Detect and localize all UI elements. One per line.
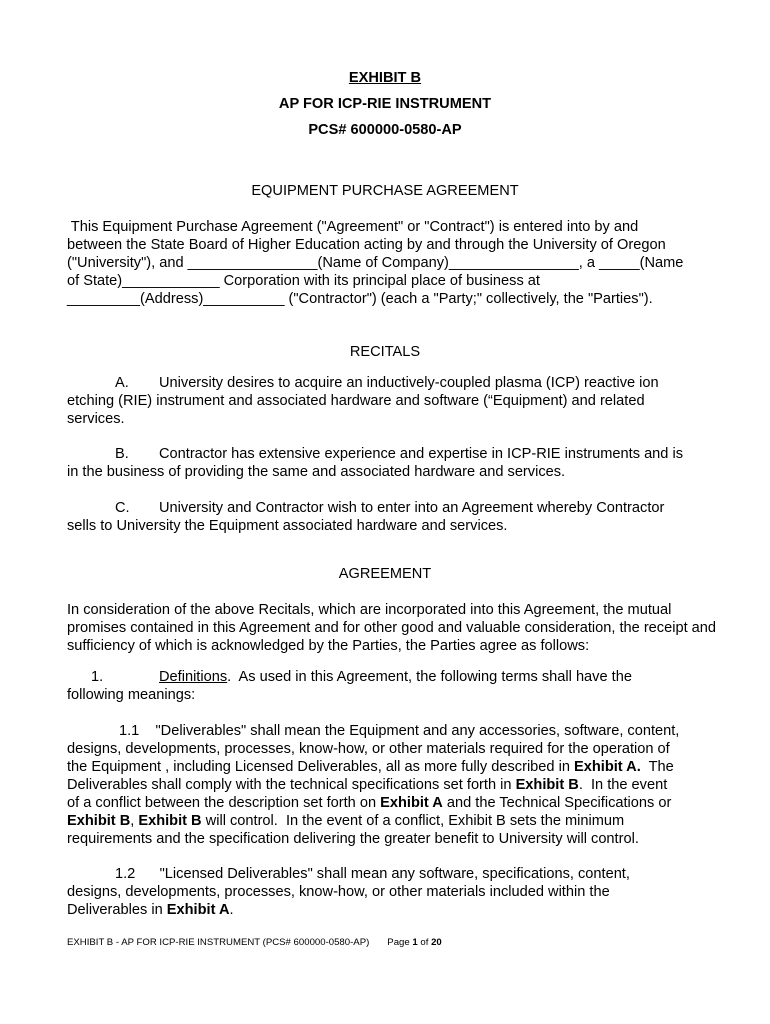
recital-a-text: services. — [67, 411, 125, 427]
footer-text: EXHIBIT B - AP FOR ICP-RIE INSTRUMENT (PCS# 600000-0580-AP) — [67, 937, 370, 948]
recital-b-text: in the business of providing the same and associated hardware and services. — [67, 464, 566, 480]
consideration-line: sufficiency of which is acknowledged by the Parties, the Parties agree as follows: — [67, 638, 590, 654]
consideration-line: In consideration of the above Recitals, which are incorporated into this Agreement, the mutual — [67, 602, 672, 618]
clause-1-1-line: designs, developments, processes, know-how, or other materials required for the operation of — [67, 741, 670, 757]
section-1-heading — [159, 668, 632, 686]
exhibit-ref: Exhibit B — [67, 813, 131, 829]
recital-b-label: B. — [115, 446, 129, 462]
recital-a-text: University desires to acquire an inductively-coupled plasma (ICP) reactive ion — [159, 375, 659, 391]
exhibit-ref: Exhibit A — [380, 795, 443, 811]
text-run: of a conflict between the description set forth on — [67, 795, 381, 811]
text-run: Deliverables shall comply with the technical specifications set forth in — [67, 777, 516, 793]
intro-line: ("University"), and ________________(Name of Company)________________, a _____(Name — [67, 255, 684, 271]
text-run: , — [130, 813, 139, 829]
exhibit-ref: Exhibit A — [166, 902, 230, 918]
text-run: The — [640, 759, 674, 775]
recital-c-text: University and Contractor wish to enter into an Agreement whereby Contractor — [159, 500, 665, 516]
definitions-title: Definitions — [159, 669, 228, 685]
recitals-heading: RECITALS — [349, 344, 421, 360]
consideration-line: promises contained in this Agreement and for other good and valuable consideration, the receipt and — [67, 620, 717, 636]
text-run: Deliverables in — [67, 902, 167, 918]
agreement-title: EQUIPMENT PURCHASE AGREEMENT — [251, 183, 519, 199]
pcs-number: PCS# 600000-0580-AP — [308, 122, 462, 138]
clause-1-2-line — [67, 901, 234, 919]
clause-1-1-line — [67, 776, 667, 794]
intro-line: _________(Address)__________ ("Contractor") (each a "Party;" collectively, the "Parties"). — [67, 291, 653, 307]
text-run: and the Technical Specifications or — [442, 795, 672, 811]
intro-line: of State)____________ Corporation with its principal place of business at — [67, 273, 540, 289]
text-run: the Equipment , including Licensed Deliverables, all as more fully described in — [67, 759, 574, 775]
recital-c-text: sells to University the Equipment associated hardware and services. — [67, 518, 508, 534]
page-footer — [67, 937, 442, 948]
text-run: . In the event — [578, 777, 668, 793]
definitions-intro: . As used in this Agreement, the following terms shall have the — [227, 669, 632, 685]
clause-1-1-line — [67, 812, 624, 830]
clause-1-1-line: 1.1 "Deliverables" shall mean the Equipment and any accessories, software, content, — [119, 723, 680, 739]
page-number: 1 — [412, 937, 418, 948]
exhibit-subtitle: AP FOR ICP-RIE INSTRUMENT — [278, 96, 492, 112]
exhibit-heading: EXHIBIT B — [348, 70, 422, 86]
clause-1-2-line: 1.2 "Licensed Deliverables" shall mean any software, specifications, content, — [115, 866, 630, 882]
page-total: 20 — [431, 937, 442, 948]
agreement-heading: AGREEMENT — [338, 566, 432, 582]
text-run: . — [229, 902, 234, 918]
section-1-number: 1. — [91, 669, 104, 685]
clause-1-1-line — [67, 794, 671, 812]
clause-1-2-line: designs, developments, processes, know-how, or other materials included within the — [67, 884, 610, 900]
text-run: will control. In the event of a conflict, Exhibit B sets the minimum — [201, 813, 625, 829]
recital-b-text: Contractor has extensive experience and expertise in ICP-RIE instruments and is — [159, 446, 684, 462]
intro-line: This Equipment Purchase Agreement ("Agreement" or "Contract") is entered into by and — [67, 219, 639, 235]
recital-c-label: C. — [115, 500, 130, 516]
exhibit-ref: Exhibit A. — [574, 759, 641, 775]
page-label: Page — [387, 937, 413, 948]
exhibit-ref: Exhibit B — [515, 777, 579, 793]
intro-line: between the State Board of Higher Education acting by and through the University of Oregon — [67, 237, 666, 253]
section-1-text: following meanings: — [67, 687, 196, 703]
exhibit-ref: Exhibit B — [138, 813, 202, 829]
clause-1-1-line: requirements and the specification delivering the greater benefit to University will control. — [67, 831, 639, 847]
clause-1-1-line — [67, 758, 674, 776]
recital-a-text: etching (RIE) instrument and associated hardware and software (“Equipment) and related — [67, 393, 645, 409]
of-label: of — [417, 937, 432, 948]
recital-a-label: A. — [115, 375, 129, 391]
